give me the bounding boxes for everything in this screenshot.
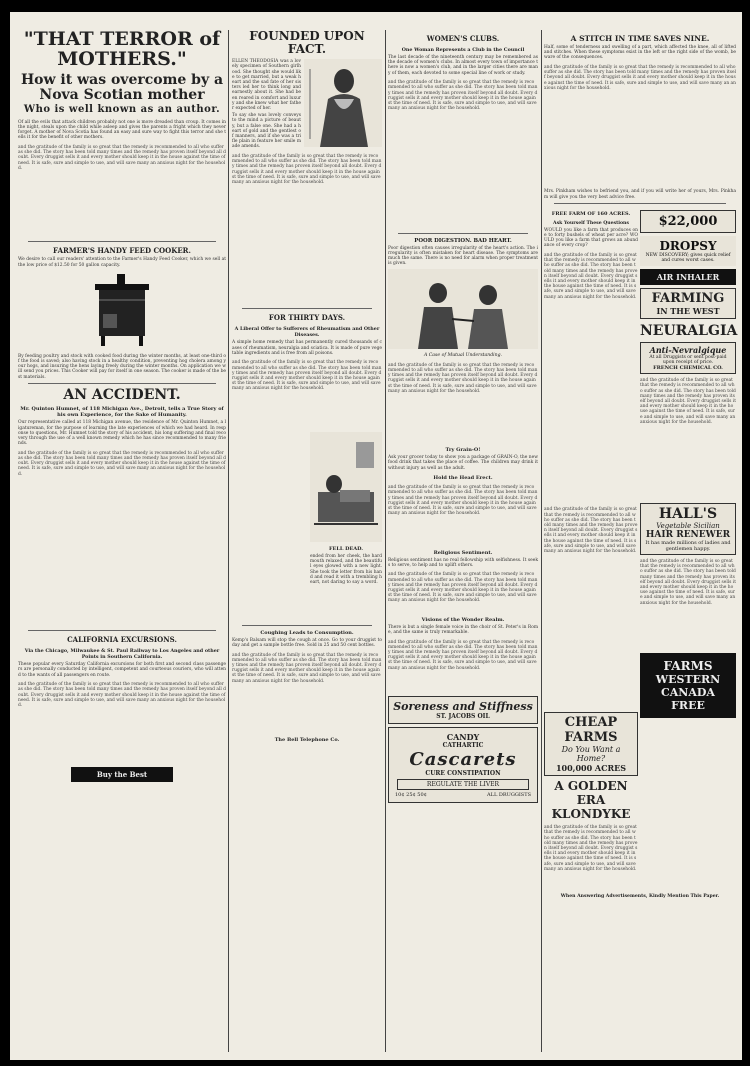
anti-nevralgique-ad (640, 342, 736, 374)
dropsy-ad (640, 236, 736, 266)
soreness-stiffness-title: Soreness and Stiffness (393, 699, 533, 713)
divider (28, 241, 216, 242)
cascarets-regulate-label: REGULATE THE LIVER (397, 779, 529, 790)
canada-label: CANADA (661, 686, 715, 700)
stitch-in-time-filler: and the gratitude of the family is so great that the remedy is recommended to all who suffer as she did. The story has been told many times and the remedy has proven itself beyond all doubt. Every druggist sells it and every mother should keep it in the house against the time of need. It is safe, sure and simple to use, and will save many an anxious night for the household. (544, 65, 737, 91)
california-heading: CALIFORNIA EXCURSIONS. (67, 635, 177, 645)
halls-subtitle: Vegetable Sicilian (656, 521, 720, 530)
accident-heading: AN ACCIDENT. (63, 386, 181, 403)
digestion-text: Poor digestion often causes irregularity of the heart's action. The irregularity is often mistaken for heart disease. The symptoms are much the same. There is no need for alarm when proper treatment is given. (388, 245, 540, 267)
anti-nevralgique-sub: At all Druggists or sent post-paid upon receipt of price. (649, 354, 727, 365)
column-rule (228, 30, 229, 1052)
california-text: These popular every Saturday California excursions for both first and second class passengers are personally conducted by intelligent, competent and courteous couriers, who will attend to the wants of all passengers en route. (18, 662, 226, 678)
bell-telephone-note: The Bell Telephone Co. (274, 737, 340, 743)
terror-body-text: and the gratitude of the family is so great that the remedy is recommended to all who suffer as she did. The story has been told many times and the remedy has proven itself beyond all doubt. Every druggist sells it and every mother should keep it in the house against the time of need. It is safe, sure and simple to use, and will save many an anxious night for the household. (18, 144, 226, 171)
cascarets-brand: Cascarets (409, 748, 517, 770)
rheumatism-heading: FOR THIRTY DAYS. (268, 313, 346, 323)
feed-cooker-heading: FARMER'S HANDY FEED COOKER. (53, 246, 191, 256)
cascarets-price: 10¢ 25¢ 50¢ (395, 791, 427, 798)
column-4 (544, 30, 736, 1052)
western-label: WESTERN (655, 673, 721, 687)
anti-nevralgique-title: Anti-Nevralgique (649, 344, 727, 355)
accident-subheading: Mr. Quinton Humnet, of 118 Michigan Ave., Detroit, tells a True Story of his own Experience, for the Sake of Humanity. (20, 406, 224, 419)
neuralgia-title: NEURALGIA (640, 322, 738, 339)
farming-west-ad (640, 288, 736, 319)
religious-text: Religious sentiment has no real fellowship with selfishness. It seeks to serve, to help and to uplift others. (388, 557, 538, 568)
column-3 (388, 30, 538, 1052)
fell-dead-block (310, 432, 382, 632)
cascarets-cure-label: CURE CONSTIPATION (425, 769, 501, 777)
air-inhaler-title: AIR INHALER (656, 271, 720, 282)
accident-more-text: and the gratitude of the family is so great that the remedy is recommended to all who suffer as she did. The story has been told many times and the remedy has proven itself beyond all doubt. Every druggist sells it and every mother should keep it in the house against the time of need. It is safe, sure and simple to use, and will save many an anxious night for the household. (18, 450, 226, 477)
free-farm-filler: and the gratitude of the family is so great that the remedy is recommended to all who suffer as she did. The story has been told many times and the remedy has proven itself beyond all doubt. Every druggist sells it and every mother should keep it in the house against the time of need. It is safe, sure and simple to use, and will save many an anxious night for the household. (544, 253, 638, 300)
in-the-west-title: IN THE WEST (656, 305, 720, 316)
column-4-split (544, 207, 736, 890)
founded-story-filler: and the gratitude of the family is so great that the remedy is recommended to all who suffer as she did. The story has been told many times and the remedy has proven itself beyond all doubt. Every druggist sells it and every mother should keep it in the house against the time of need. It is safe, sure and simple to use, and will save many an anxious night for the household. (232, 154, 382, 186)
coughing-filler: and the gratitude of the family is so great that the remedy is recommended to all who suffer as she did. The story has been told many times and the remedy has proven itself beyond all doubt. Every druggist sells it and every mother should keep it in the house against the time of need. It is safe, sure and simple to use, and will save many an anxious night for the household. (232, 652, 382, 684)
terror-intro-text: Of all the evils that attack children probably not one is more dreaded than croup. It comes in the night, steals upon the child while asleep and gives the parents a fright which they never forget. A mother of Nova Scotia has found an easy and sure way to fight this terror and she tells it for the benefit of other mothers. (18, 119, 228, 141)
klondyke-filler: and the gratitude of the family is so great that the remedy is recommended to all who suffer as she did. The story has been told many times and the remedy has proven itself beyond all doubt. Every druggist sells it and every mother should keep it in the house against the time of need. It is safe, sure and simple to use, and will save many an anxious night for the household. (544, 825, 638, 872)
hair-renewer-text: It has made millions of ladies and gentlemen happy. (645, 539, 731, 552)
fell-dead-text: ended from her cheek, the hard mouth relaxed, and the beautiful eyes glowed with a new light. She took the letter from his hand and read it with a trembling heart, not daring to say a word. (310, 554, 384, 586)
feed-cooker-illustration (87, 274, 157, 348)
free-farm-text: WOULD you like a farm that produces one to forty bushels of wheat per acre? WOULD you like a farm that grows an abundance of every crop? (544, 227, 638, 249)
headline-author: Who is well known as an author. (23, 104, 221, 116)
founded-upon-fact-heading: FOUNDED UPON FACT. (249, 29, 365, 56)
cascarets-ad (388, 727, 538, 803)
st-jacobs-oil-label: ST. JACOBS OIL (436, 712, 490, 720)
hold-head-filler: and the gratitude of the family is so great that the remedy is recommended to all who suffer as she did. The story has been told many times and the remedy has proven itself beyond all doubt. Every druggist sells it and every mother should keep it in the house against the time of need. It is safe, sure and simple to use, and will save many an anxious night for the household. (388, 485, 538, 517)
french-chemical-label: FRENCH CHEMICAL CO. (653, 364, 723, 371)
mutual-understanding-illustration (388, 269, 538, 349)
cascarets-candy-label: CANDY (446, 731, 480, 742)
coughing-text: Kemp's Balsam will stop the cough at once. Go to your druggist today and get a sample bottle free. Sold in 25 and 50 cent bottles. (232, 637, 382, 649)
divider (28, 630, 216, 631)
religious-filler: and the gratitude of the family is so great that the remedy is recommended to all who suffer as she did. The story has been told many times and the remedy has proven itself beyond all doubt. Every druggist sells it and every mother should keep it in the house against the time of need. It is safe, sure and simple to use, and will save many an anxious night for the household. (388, 572, 538, 604)
free-label: FREE (671, 699, 705, 713)
hold-head-heading: Hold the Head Erect. (433, 474, 493, 481)
column-rule (541, 30, 542, 1052)
divider (398, 233, 528, 234)
cheap-farms-title: CHEAP FARMS (564, 714, 618, 745)
halls-hair-renewer-ad (640, 503, 736, 555)
hundred-thousand-acres: 100,000 ACRES (555, 762, 627, 773)
buy-best-ad (71, 767, 173, 782)
farms-label: FARMS (663, 659, 713, 674)
cascarets-footer (391, 792, 535, 798)
soreness-stiffness-ad (388, 696, 538, 724)
stitch-in-time-heading: A STITCH IN TIME SAVES NINE. (570, 34, 710, 43)
want-a-home-title: Do You Want a Home? (561, 744, 621, 763)
golden-era-title: A GOLDEN ERA (554, 778, 628, 807)
feed-cooker-more-text: By feeding poultry and stock with cooked food during the winter months, at least one-third of the food is saved; also having stock in a healthy condition, preventing hog cholera among your hogs, and insuring the hens laying freely during the winter months. On application we will send you prices. This Cooker will pay for itself in one season. The cooker is made of the best materials. (18, 353, 226, 380)
founded-story-more: To say she was lovely conveys to the mind a picture of beauty, but a false one. She had a heart of gold and the gentlest of manners, and if she was a trifle plain in feature her smile made amends. (232, 113, 303, 150)
column-1 (18, 30, 226, 1052)
hair-renewer-title: HAIR RENEWER (645, 529, 731, 540)
farming-title: FARMING (651, 290, 725, 306)
grain-o-text: Ask your grocer today to show you a package of GRAIN-O, the new food drink that takes the place of coffee. The children may drink it without injury as well as the adult. (388, 455, 540, 471)
stitch-in-time-text: Half, some of tenderness and swelling of a part, which affected the knee, all of lifted and stitches. When these symptoms exist in the left or the right side of the womb, beware of the consequences. (544, 45, 738, 61)
fell-dead-illustration (310, 432, 382, 542)
rheumatism-subheading: A Liberal Offer to Sufferers of Rheumatism and Other Diseases. (234, 326, 380, 339)
divider (28, 383, 216, 384)
rheumatism-filler: and the gratitude of the family is so great that the remedy is recommended to all who suffer as she did. The story has been told many times and the remedy has proven itself beyond all doubt. Every druggist sells it and every mother should keep it in the house against the time of need. It is safe, sure and simple to use, and will save many an anxious night for the household. (232, 360, 382, 392)
mutual-understanding-filler: and the gratitude of the family is so great that the remedy is recommended to all who suffer as she did. The story has been told many times and the remedy has proven itself beyond all doubt. Every druggist sells it and every mother should keep it in the house against the time of need. It is safe, sure and simple to use, and will save many an anxious night for the household. (388, 362, 538, 394)
mutual-understanding-caption: A Case of Mutual Understanding. (424, 353, 502, 359)
mention-paper-note: When Answering Advertisements, Kindly Mention This Paper. (560, 893, 720, 899)
grain-o-heading: Try Grain-O! (445, 447, 481, 454)
womens-clubs-text: The last decade of the nineteenth century may be remembered as the decade of women's clubs. In almost every town of importance there is now a women's club, and in the larger cities there are many of them, each devoted to some special line of work or study. (388, 55, 540, 76)
klondyke-title: KLONDYKE (551, 806, 631, 821)
free-farm-heading: FREE FARM OF 160 ACRES. (551, 210, 631, 217)
western-canada-ad (640, 653, 736, 718)
divider (242, 308, 372, 309)
headline-terror-of-mothers: "THAT TERROR of MOTHERS." (23, 28, 221, 70)
womens-clubs-filler: and the gratitude of the family is so great that the remedy is recommended to all who suffer as she did. The story has been told many times and the remedy has proven itself beyond all doubt. Every druggist sells it and every mother should keep it in the house against the time of need. It is safe, sure and simple to use, and will save many an anxious night for the household. (388, 80, 538, 112)
wonder-realm-filler: and the gratitude of the family is so great that the remedy is recommended to all who suffer as she did. The story has been told many times and the remedy has proven itself beyond all doubt. Every druggist sells it and every mother should keep it in the house against the time of need. It is safe, sure and simple to use, and will save many an anxious night for the household. (388, 639, 538, 671)
column-rule (385, 30, 386, 1052)
pinkham-letter-text: Mrs. Pinkham wishes to befriend you, and if you will write her of yours, Mrs. Pinkham will give you the very best advice free. (544, 189, 736, 200)
religious-heading: Religious Sentiment. (433, 549, 493, 556)
halls-title: HALL'S (658, 505, 718, 522)
california-more-text: and the gratitude of the family is so great that the remedy is recommended to all who suffer as she did. The story has been told many times and the remedy has proven itself beyond all doubt. Every druggist sells it and every mother should keep it in the house against the time of need. It is safe, sure and simple to use, and will save many an anxious night for the household. (18, 682, 226, 709)
dropsy-subtitle: NEW DISCOVERY; gives quick relief and cures worst cases. (645, 252, 731, 263)
rheumatism-text: A simple home remedy that has permanently cured thousands of cases of rheumatism, neuralgia and sciatica. It is made of pure vegetable ingredients and is free from all poisons. (232, 340, 382, 356)
founded-story-text: ELLEN THEODOSIA was a lovely specimen of Southern girlhood. She thought she would like to get married, but a weak heart and the sad fate of her sisters led her to think long and earnestly about it. She had been reared in comfort and luxury and she knew what her father expected of her. (232, 59, 303, 112)
buy-best-label: Buy the Best (96, 769, 148, 779)
wonder-realm-text: There is but a single female voice in the choir of St. Peter's in Rome, and the same is truly remarkable. (388, 624, 538, 635)
newspaper-page (10, 12, 742, 1060)
headline-how-overcome: How it was overcome by a Nova Scotian mother (20, 71, 224, 103)
right-lower-filler: and the gratitude of the family is so great that the remedy is recommended to all who suffer as she did. The story has been told many times and the remedy has proven itself beyond all doubt. Every druggist sells it and every mother should keep it in the house against the time of need. It is safe, sure and simple to use, and will save many an anxious night for the household. (640, 558, 736, 606)
air-inhaler-ad (640, 269, 736, 285)
free-farm-subheading: Ask Yourself These Questions (553, 220, 629, 226)
california-subheading: Via the Chicago, Milwaukee & St. Paul Railway to Los Angeles and other Points in Southern California. (24, 648, 220, 661)
woman-illustration (304, 59, 382, 147)
coughing-heading: Coughing Leads to Consumption. (260, 629, 354, 636)
left-lower-filler: and the gratitude of the family is so great that the remedy is recommended to all who suffer as she did. The story has been told many times and the remedy has proven itself beyond all doubt. Every druggist sells it and every mother should keep it in the house against the time of need. It is safe, sure and simple to use, and will save many an anxious night for the household. (544, 507, 638, 555)
column-4-left (544, 207, 638, 890)
cascarets-cathartic-label: CATHARTIC (442, 741, 484, 749)
neuralgia-filler: and the gratitude of the family is so great that the remedy is recommended to all who suffer as she did. The story has been told many times and the remedy has proven itself beyond all doubt. Every druggist sells it and every mother should keep it in the house against the time of need. It is safe, sure and simple to use, and will save many an anxious night for the household. (640, 378, 736, 425)
womens-clubs-subheading: One Woman Represents a Club in the Council (401, 47, 525, 53)
dropsy-title: DROPSY (659, 238, 717, 253)
feed-cooker-text: We desire to call our readers' attention to the Farmer's Handy Feed Cooker, which we sell at the low price of $12.50 for 50 gallon capacity. (18, 257, 228, 268)
twenty-two-thousand-label: $22,000 (658, 213, 718, 229)
cascarets-druggists: ALL DRUGGISTS (487, 791, 531, 798)
divider (554, 203, 726, 204)
cheap-farms-ad (544, 712, 638, 776)
wonder-realm-heading: Visions of the Wonder Realm. (421, 616, 505, 623)
womens-clubs-heading: WOMEN'S CLUBS. (426, 34, 500, 43)
fell-dead-caption: FELL DEAD. (328, 546, 364, 552)
column-4-right (640, 207, 736, 890)
twenty-two-thousand-ad (640, 210, 736, 233)
accident-text: Our representative called at 118 Michigan avenue, the residence of Mr. Quinton Humnet, a ligatureman, for the purpose of learning the late experiences of which we had heard. In response to questions, Mr. Humnet told the story of his accident, his long suffering and final recovery through the use of a well known remedy which he has since recommended to many friends. (18, 420, 226, 447)
digestion-heading: POOR DIGESTION. BAD HEART. (414, 237, 512, 244)
